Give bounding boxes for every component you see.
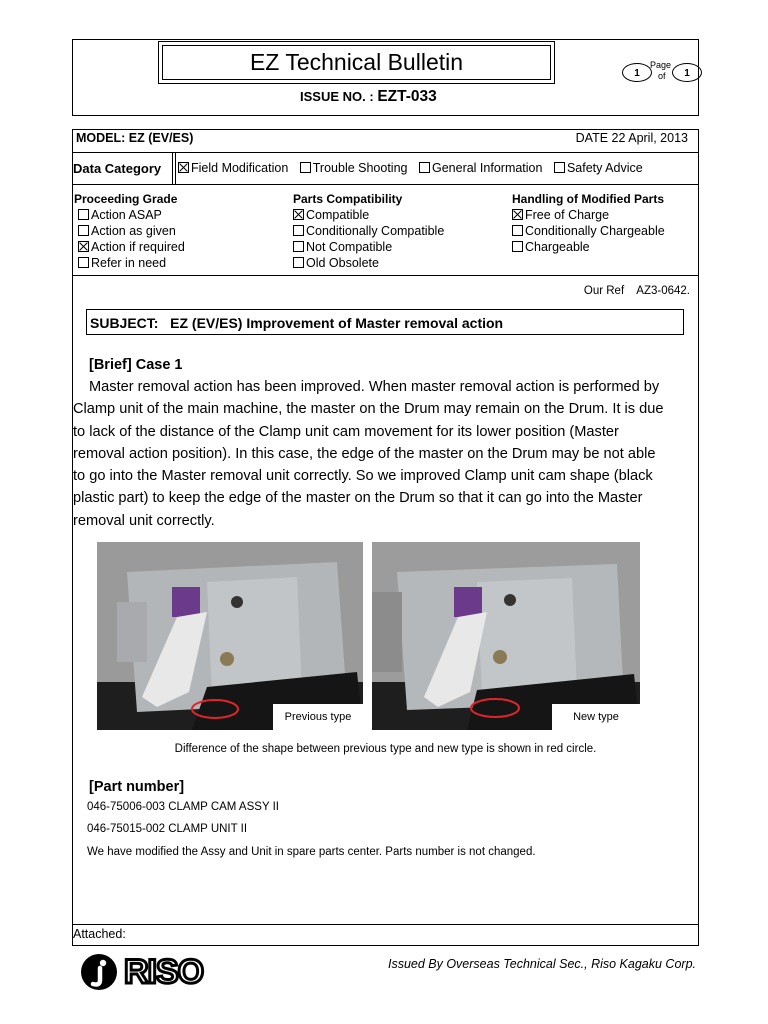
checkbox-icon[interactable] <box>419 162 430 173</box>
checkbox-icon[interactable] <box>300 162 311 173</box>
divider-line <box>72 275 699 276</box>
option-not-compatible[interactable]: Not Compatible <box>293 239 444 255</box>
checkbox-icon[interactable] <box>293 257 304 268</box>
page-current: 1 <box>634 68 640 79</box>
checkbox-icon[interactable] <box>78 257 89 268</box>
riso-logo-mark-icon <box>80 953 118 991</box>
checkbox-icon[interactable] <box>78 209 89 220</box>
checkbox-checked-icon[interactable] <box>178 162 189 173</box>
option-chargeable[interactable]: Chargeable <box>512 239 665 255</box>
checkbox-icon[interactable] <box>512 225 523 236</box>
checkbox-checked-icon[interactable] <box>512 209 523 220</box>
our-ref: Our Ref AZ3-0642. <box>583 285 690 297</box>
model-label: MODEL: EZ (EV/ES) <box>76 131 194 145</box>
part-number-heading: [Part number] <box>89 779 185 795</box>
bulletin-title: EZ Technical Bulletin <box>249 49 464 75</box>
data-category-options <box>178 161 643 175</box>
proceeding-grade-group <box>74 191 185 271</box>
option-free-of-charge[interactable]: Free of Charge <box>512 207 665 223</box>
page-total: 1 <box>684 68 690 79</box>
checkbox-icon[interactable] <box>293 241 304 252</box>
subject-text: SUBJECT: EZ (EV/ES) Improvement of Master removal action <box>90 315 504 331</box>
paragraph-line: plastic part) to keep the edge of the master on the Drum so that it can go into the Master <box>73 490 643 507</box>
paragraph-line: to lack of the distance of the Clamp unit cam movement for its lower position (Master <box>73 423 619 440</box>
date-label: DATE 22 April, 2013 <box>575 131 688 145</box>
brief-paragraph <box>73 376 697 532</box>
divider-line <box>72 184 699 185</box>
option-compatible[interactable]: Compatible <box>293 207 444 223</box>
divider-line <box>72 152 699 153</box>
category-general-information[interactable]: General Information <box>419 161 542 175</box>
category-field-modification[interactable]: Field Modification <box>178 161 288 175</box>
riso-logo <box>80 952 220 992</box>
red-circle-highlight <box>189 697 241 721</box>
handling-title: Handling of Modified Parts <box>512 192 664 206</box>
checkbox-checked-icon[interactable] <box>78 241 89 252</box>
figure-caption: Difference of the shape between previous type and new type is shown in red circle. <box>174 743 597 755</box>
issue-label: ISSUE NO. : <box>300 89 374 104</box>
issued-by: Issued By Overseas Technical Sec., Riso Kagaku Corp. <box>387 957 696 971</box>
paragraph-line: removal unit correctly. <box>73 512 215 529</box>
checkbox-icon[interactable] <box>512 241 523 252</box>
checkbox-icon[interactable] <box>78 225 89 236</box>
riso-logo-text: RISO <box>124 953 204 991</box>
parts-compatibility-title: Parts Compatibility <box>293 192 403 206</box>
option-refer-in-need[interactable]: Refer in need <box>74 255 185 271</box>
photo-label-new: New type <box>552 704 640 730</box>
attached-label: Attached: <box>73 927 126 941</box>
page-indicator <box>620 61 702 85</box>
parts-note: We have modified the Assy and Unit in spare parts center. Parts number is not changed. <box>87 846 536 858</box>
issue-number <box>300 88 437 106</box>
paragraph-line: to go into the Master removal unit correctly. So we improved Clamp unit cam shape (black <box>73 468 653 485</box>
checkbox-checked-icon[interactable] <box>293 209 304 220</box>
part-item: 046-75006-003 CLAMP CAM ASSY II <box>87 801 279 813</box>
data-category-separator <box>172 153 176 184</box>
category-safety-advice[interactable]: Safety Advice <box>554 161 643 175</box>
photo-previous-type <box>97 542 363 730</box>
option-action-if-required[interactable]: Action if required <box>74 239 185 255</box>
page-label: Page <box>650 60 672 70</box>
photo-label-previous: Previous type <box>273 704 363 730</box>
data-category-label: Data Category <box>73 161 162 176</box>
option-old-obsolete[interactable]: Old Obsolete <box>293 255 444 271</box>
photo-new-type <box>372 542 640 730</box>
red-circle-highlight <box>467 695 523 721</box>
paragraph-line: Master removal action has been improved. When master removal action is performed by <box>89 379 660 395</box>
brief-heading: [Brief] Case 1 <box>89 357 183 373</box>
issue-value: EZT-033 <box>377 88 437 105</box>
checkbox-icon[interactable] <box>293 225 304 236</box>
page-of-label: of <box>658 71 666 81</box>
option-action-asap[interactable]: Action ASAP <box>74 207 185 223</box>
paragraph-line: Clamp unit of the main machine, the master on the Drum may remain on the Drum. It is due <box>73 401 664 418</box>
part-item: 046-75015-002 CLAMP UNIT II <box>87 823 248 835</box>
title-box <box>158 41 555 84</box>
checkbox-icon[interactable] <box>554 162 565 173</box>
page-total-oval <box>672 63 702 82</box>
proceeding-grade-title: Proceeding Grade <box>74 192 178 206</box>
divider-line <box>72 924 699 925</box>
option-conditionally-chargeable[interactable]: Conditionally Chargeable <box>512 223 665 239</box>
option-conditionally-compatible[interactable]: Conditionally Compatible <box>293 223 444 239</box>
option-action-as-given[interactable]: Action as given <box>74 223 185 239</box>
parts-compatibility-group <box>293 191 444 271</box>
handling-group <box>512 191 665 255</box>
category-trouble-shooting[interactable]: Trouble Shooting <box>300 161 408 175</box>
paragraph-line: removal action position). In this case, the edge of the master on the Drum may be not able <box>73 445 656 462</box>
page-current-oval <box>622 63 652 82</box>
